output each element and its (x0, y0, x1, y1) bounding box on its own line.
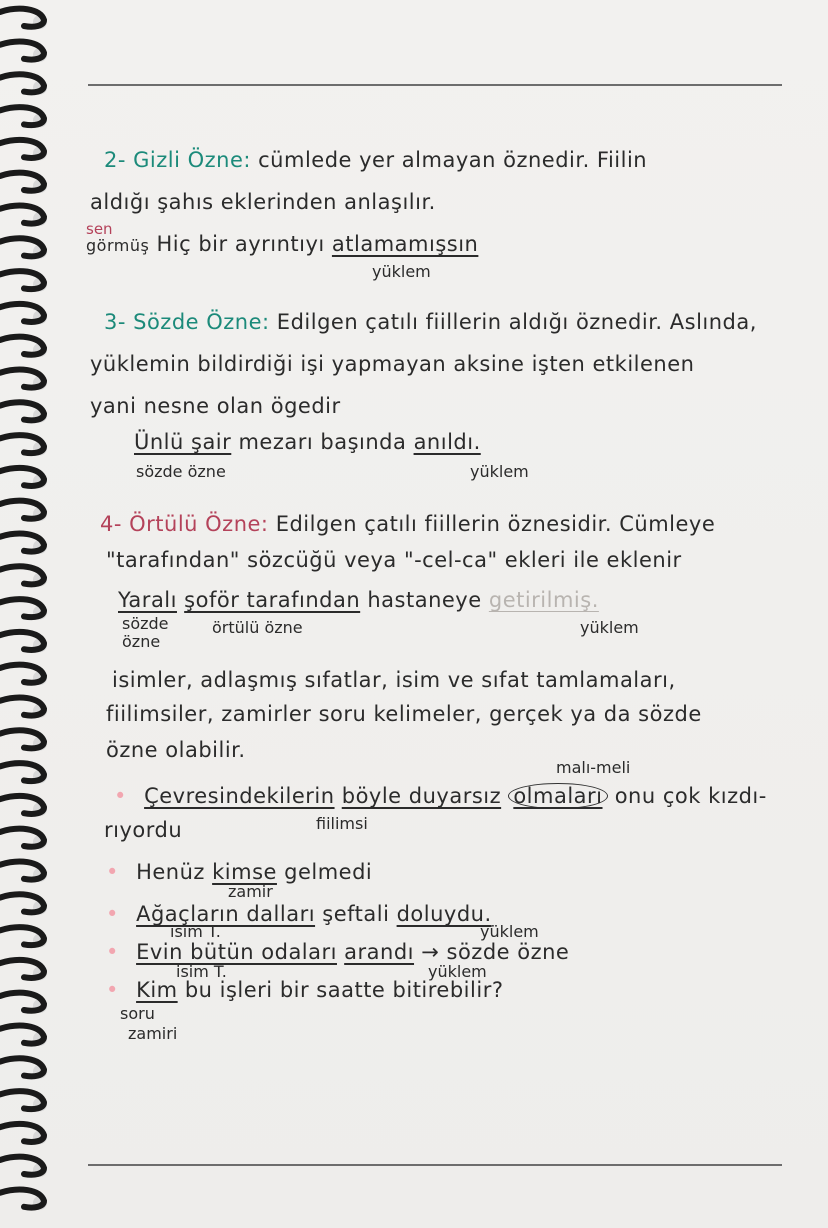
bullet-icon: • (106, 902, 119, 926)
example-2-a: Henüz (136, 860, 205, 884)
example-3-label-subject: isim T. (170, 922, 221, 941)
ortulu-text: Edilgen çatılı fiillerin öznesidir. Cümleye (275, 512, 716, 536)
sozde-heading: 3- Sözde Özne: (104, 310, 270, 334)
sozde-example (134, 430, 481, 454)
example-1 (114, 784, 767, 808)
example-1-b: böyle duyarsız (341, 784, 502, 808)
example-5-label-subject-2: zamiri (128, 1024, 178, 1043)
example-4-after: sözde özne (446, 940, 570, 964)
example-2-b: kimse (212, 860, 277, 884)
gizli-line-2: aldığı şahıs eklerinden anlaşılır. (90, 190, 436, 214)
gizli-label-verb: yüklem (372, 262, 431, 281)
ortulu-heading: 4- Örtülü Özne: (100, 512, 269, 536)
bullet-icon: • (114, 784, 127, 808)
bullet-icon: • (106, 940, 119, 964)
list-line-2: fiilimsiler, zamirler soru kelimeler, gerçek ya da sözde (106, 702, 702, 726)
ortulu-example (118, 588, 599, 612)
example-4 (106, 940, 569, 964)
example-3-a: Ağaçların dalları (136, 902, 316, 926)
example-3-label-verb: yüklem (480, 922, 539, 941)
example-5-b: bu işleri bir saatte bitirebilir? (184, 978, 504, 1002)
ortulu-example-mid: hastaneye (367, 588, 482, 612)
ortulu-label-subject: sözde (122, 614, 169, 633)
sozde-label-verb: yüklem (470, 462, 529, 481)
top-rule (88, 84, 782, 86)
bullet-icon: • (106, 978, 119, 1002)
ortulu-example-agent: şoför tarafından (184, 588, 361, 612)
ortulu-example-verb: getirilmiş. (488, 588, 599, 612)
spiral-binding (0, 0, 60, 1228)
example-1-c: onu çok kızdı- (614, 784, 767, 808)
arrow-right-icon: → (421, 940, 440, 964)
ortulu-label-subject-2: özne (122, 632, 161, 651)
ortulu-example-subject: Yaralı (118, 588, 177, 612)
example-3 (106, 902, 492, 926)
example-3-verb: doluydu. (396, 902, 492, 926)
example-4-label-verb: yüklem (428, 962, 487, 981)
ortulu-label-agent: örtülü özne (212, 618, 303, 637)
example-2 (106, 860, 372, 884)
gizli-example-verb: atlamamışsın (331, 232, 479, 256)
example-3-b: şeftali (322, 902, 390, 926)
example-5-label-subject: soru (120, 1004, 155, 1023)
gizli-line-3 (86, 232, 478, 256)
gizli-heading: 2- Gizli Özne: (104, 148, 251, 172)
gizli-example-start: görmüş (86, 236, 150, 255)
example-1-a: Çevresindekilerin (144, 784, 335, 808)
gizli-text: cümlede yer almayan öznedir. Fiilin (258, 148, 648, 172)
gizli-line-1 (104, 148, 647, 172)
ortulu-label-verb: yüklem (580, 618, 639, 637)
sozde-label-subject: sözde özne (136, 462, 226, 481)
example-4-verb: arandı (344, 940, 415, 964)
sozde-line-2: yüklemin bildirdiği işi yapmayan aksine işten etkilenen (90, 352, 695, 376)
sozde-example-subject: Ünlü şair (134, 430, 232, 454)
example-1-cont: rıyordu (104, 818, 183, 842)
ortulu-line-2: "tarafından" sözcüğü veya "-cel-ca" ekleri ile eklenir (106, 548, 682, 572)
gizli-example-subject: sen (86, 220, 113, 238)
sozde-line-1 (104, 310, 757, 334)
example-2-label: zamir (228, 882, 273, 901)
example-5-a: Kim (136, 978, 178, 1002)
example-2-c: gelmedi (284, 860, 373, 884)
bullet-icon: • (106, 860, 119, 884)
example-1-label: fiilimsi (316, 814, 368, 833)
list-line-1: isimler, adlaşmış sıfatlar, isim ve sıfat tamlamaları, (112, 668, 676, 692)
list-line-3: özne olabilir. (106, 738, 246, 762)
ortulu-line-1 (100, 512, 715, 536)
example-1-note: malı-meli (556, 758, 631, 777)
example-1-circled: olmaları (508, 783, 607, 809)
sozde-example-verb: anıldı. (413, 430, 481, 454)
bottom-rule (88, 1164, 782, 1166)
sozde-line-3: yani nesne olan ögedir (90, 394, 341, 418)
example-5 (106, 978, 503, 1002)
sozde-text: Edilgen çatılı fiillerin aldığı öznedir. Aslında, (276, 310, 757, 334)
sozde-example-mid: mezarı başında (238, 430, 407, 454)
example-4-label-subject: isim T. (176, 962, 227, 981)
example-4-a: Evin bütün odaları (136, 940, 337, 964)
gizli-example-mid: Hiç bir ayrıntıyı (156, 232, 325, 256)
